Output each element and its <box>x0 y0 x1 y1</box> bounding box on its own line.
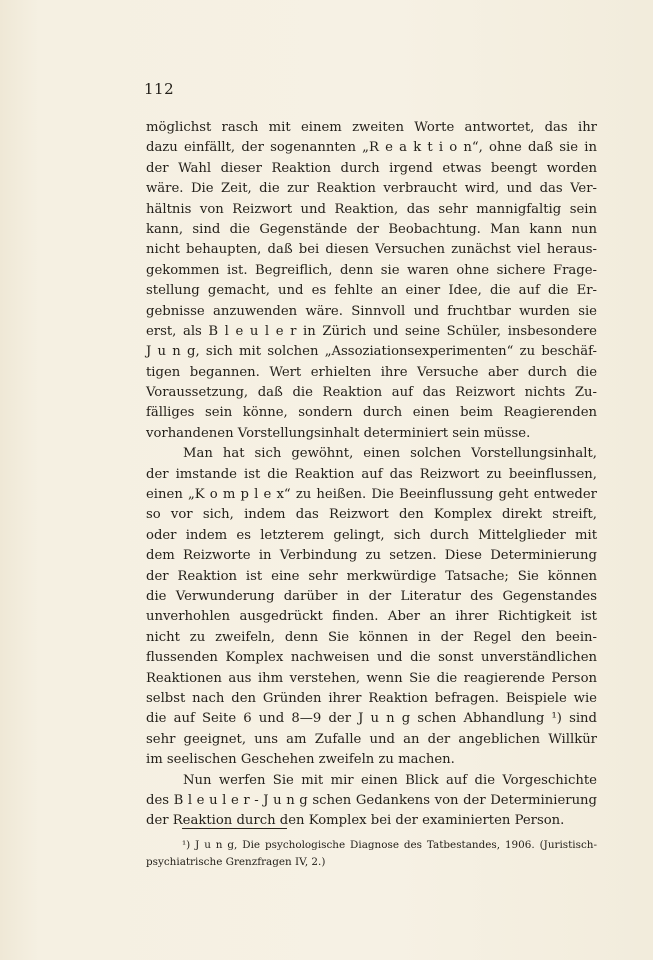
text-line: fälliges sein könne, sondern durch einen beim Reagierenden <box>146 405 597 421</box>
text-line: tigen begannen. Wert erhielten ihre Versuche aber durch die <box>146 364 597 380</box>
text-line: gekommen ist. Begreiflich, denn sie waren ohne sichere Frage- <box>146 262 597 278</box>
text-line: erst, als B l e u l e r in Zürich und seine Schüler, insbesondere <box>146 323 597 339</box>
page-number: 112 <box>144 80 175 98</box>
text-line: der imstande ist die Reaktion auf das Reizwort zu beeinflussen, <box>146 466 597 482</box>
paragraph-2 <box>146 444 597 770</box>
text-line: J u n g, sich mit solchen „Assoziationsexperimenten“ zu beschäf- <box>146 344 597 360</box>
text-line: sehr geeignet, uns am Zufalle und an der angeblichen Willkür <box>146 731 597 747</box>
body-text <box>146 118 597 832</box>
paragraph-1 <box>146 118 597 444</box>
text-line: möglichst rasch mit einem zweiten Worte antwortet, das ihr <box>146 120 597 135</box>
text-line: unverhohlen ausgedrückt finden. Aber an ihrer Richtigkeit ist <box>146 609 597 625</box>
paragraph-3 <box>146 771 597 832</box>
text-line: die Verwunderung darüber in der Literatur des Gegenstandes <box>146 588 597 604</box>
text-line: Voraussetzung, daß die Reaktion auf das Reizwort nichts Zu- <box>146 385 597 401</box>
text-line: einen „K o m p l e x“ zu heißen. Die Beeinflussung geht entweder <box>146 487 597 503</box>
footnote-line: psychiatrische Grenzfragen IV, 2.) <box>146 856 326 868</box>
text-line: dazu einfällt, der sogenannten „R e a k t i o n“, ohne daß sie in <box>146 140 597 156</box>
text-line: Man hat sich gewöhnt, einen solchen Vorstellungsinhalt, <box>183 446 597 462</box>
text-line: flussenden Komplex nachweisen und die sonst unverständlichen <box>146 650 597 666</box>
text-line: wäre. Die Zeit, die zur Reaktion verbraucht wird, und das Ver- <box>146 181 597 197</box>
text-line: stellung gemacht, und es fehlte an einer Idee, die auf die Er- <box>146 283 597 299</box>
text-line: gebnisse anzuwenden wäre. Sinnvoll und fruchtbar wurden sie <box>146 303 597 319</box>
text-line: der Reaktion ist eine sehr merkwürdige Tatsache; Sie können <box>146 568 597 584</box>
text-line: Nun werfen Sie mit mir einen Blick auf die Vorgeschichte <box>183 772 597 788</box>
footnote <box>146 837 597 871</box>
footnote-divider <box>182 828 287 829</box>
text-line: so vor sich, indem das Reizwort den Komplex direkt streift, <box>146 507 597 523</box>
text-line: im seelischen Geschehen zweifeln zu machen. <box>146 752 455 768</box>
text-line: oder indem es letzterem gelingt, sich durch Mittelglieder mit <box>146 527 597 543</box>
text-line: die auf Seite 6 und 8—9 der J u n g schen Abhandlung ¹) sind <box>146 711 597 727</box>
text-line: der Reaktion durch den Komplex bei der examinierten Person. <box>146 813 565 829</box>
text-line: nicht zu zweifeln, denn Sie können in der Regel den beein- <box>146 629 597 645</box>
text-line: Reaktionen aus ihm verstehen, wenn Sie die reagierende Person <box>146 670 597 686</box>
text-line: nicht behaupten, daß bei diesen Versuchen zunächst viel heraus- <box>146 242 597 258</box>
text-line: hältnis von Reizwort und Reaktion, das sehr mannigfaltig sein <box>146 201 597 217</box>
text-line: dem Reizworte in Verbindung zu setzen. Diese Determinierung <box>146 548 597 564</box>
footnote-line: ¹) J u n g, Die psychologische Diagnose des Tatbestandes, 1906. (Juristisch- <box>182 839 597 851</box>
text-line: des B l e u l e r - J u n g schen Gedankens von der Determinierung <box>146 792 597 808</box>
text-line: der Wahl dieser Reaktion durch irgend etwas beengt worden <box>146 160 597 176</box>
text-line: selbst nach den Gründen ihrer Reaktion befragen. Beispiele wie <box>146 690 597 706</box>
text-line: kann, sind die Gegenstände der Beobachtung. Man kann nun <box>146 221 597 237</box>
text-line: vorhandenen Vorstellungsinhalt determiniert sein müsse. <box>146 425 531 441</box>
